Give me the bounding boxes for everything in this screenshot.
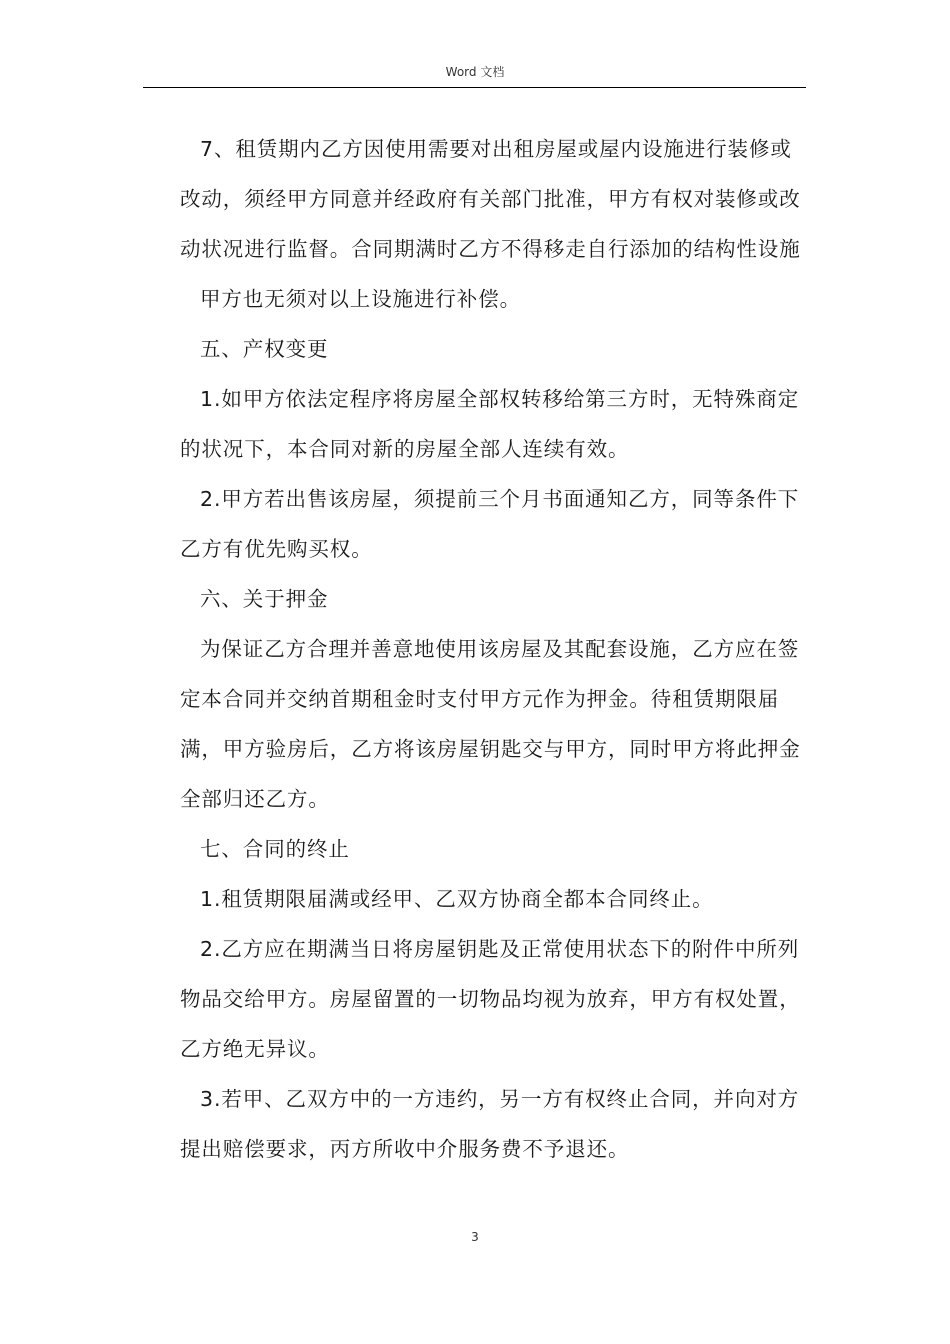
document-body	[180, 124, 806, 1174]
section-heading-property-change: 五、产权变更	[200, 337, 329, 361]
page-number: 3	[471, 1230, 479, 1244]
paragraph-termination-clause-3: 3.若甲、乙双方中的一方违约，另一方有权终止合同，并向对方提出赔偿要求，丙方所收中介服务费不予退还。	[180, 1087, 800, 1161]
header-divider	[143, 87, 806, 88]
page-header: Word 文档	[445, 65, 505, 79]
section-heading-termination: 七、合同的终止	[200, 837, 350, 861]
paragraph-termination-clause-2: 2.乙方应在期满当日将房屋钥匙及正常使用状态下的附件中所列物品交给甲方。房屋留置的一切物品均视为放弃，甲方有权处置，乙方绝无异议。	[180, 937, 801, 1061]
section-heading-deposit: 六、关于押金	[200, 587, 329, 611]
paragraph-termination-clause-1: 1.租赁期限届满或经甲、乙双方协商全都本合同终止。	[200, 887, 714, 911]
paragraph-no-compensation: 甲方也无须对以上设施进行补偿。	[200, 287, 521, 311]
paragraph-sale-clause-2: 2.甲方若出售该房屋，须提前三个月书面通知乙方，同等条件下乙方有优先购买权。	[180, 487, 800, 561]
paragraph-transfer-clause-1: 1.如甲方依法定程序将房屋全部权转移给第三方时，无特殊商定的状况下，本合同对新的房屋全部人连续有效。	[180, 387, 800, 461]
paragraph-clause-7: 7、租赁期内乙方因使用需要对出租房屋或屋内设施进行装修或改动，须经甲方同意并经政府有关部门批准，甲方有权对装修或改动状况进行监督。合同期满时乙方不得移走自行添加的结构性设施	[180, 137, 801, 261]
paragraph-deposit: 为保证乙方合理并善意地使用该房屋及其配套设施，乙方应在签定本合同并交纳首期租金时支付甲方元作为押金。待租赁期限届满，甲方验房后，乙方将该房屋钥匙交与甲方，同时甲方将此押金全部归还乙方。	[180, 637, 801, 811]
